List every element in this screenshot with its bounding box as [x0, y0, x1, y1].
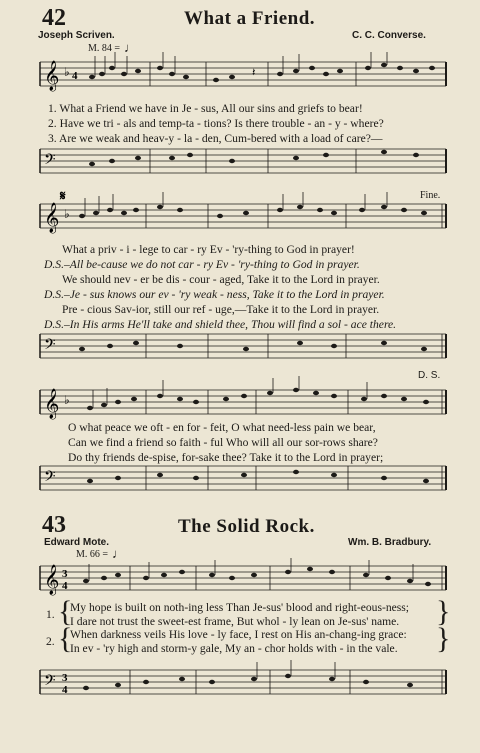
music-staff-bass	[0, 330, 480, 366]
svg-text:𝄞: 𝄞	[44, 565, 60, 595]
verse-line: D.S.–All be-cause we do not car - ry Ev - 'ry-thing to God in prayer.	[44, 258, 360, 271]
verse-line: Pre - cious Sav-ior, still our ref - uge,—Take it to the Lord in prayer.	[62, 303, 380, 316]
metronome-mark: M. 66 =	[76, 549, 109, 560]
brace-icon: {	[58, 622, 73, 655]
verse-line: In ev - 'ry high and storm-y gale, My an - chor holds with - in the vale.	[70, 642, 398, 655]
music-staff-treble	[0, 376, 480, 420]
music-staff-treble	[0, 188, 480, 238]
verse-number: 2.	[46, 635, 55, 648]
svg-text:𝄢: 𝄢	[44, 672, 56, 692]
verse-line: We should nev - er be dis - cour - aged, Take it to the Lord in prayer.	[62, 273, 380, 286]
verse-line: 1. What a Friend we have in Je - sus, All our sins and griefs to bear!	[48, 102, 363, 115]
brace-icon: }	[436, 622, 451, 655]
hymn-number: 43	[42, 512, 66, 538]
svg-text:3: 3	[62, 672, 68, 684]
svg-text:4: 4	[72, 70, 78, 82]
music-staff-bass	[0, 143, 480, 185]
hymn-title: The Solid Rock.	[178, 516, 315, 537]
verse-line: Can we find a friend so faith - ful Who will all our sor-rows share?	[68, 436, 378, 449]
svg-text:𝄽: 𝄽	[252, 67, 256, 79]
verse-line: When darkness veils His love - ly face, I rest on His an-chang-ing grace:	[70, 628, 407, 641]
svg-text:4: 4	[62, 684, 68, 696]
svg-text:𝄞: 𝄞	[44, 389, 60, 419]
verse-line: O what peace we oft - en for - feit, O what need-less pain we bear,	[68, 421, 376, 434]
svg-text:4: 4	[62, 580, 68, 592]
verse-line: 3. Are we weak and heav-y - la - den, Cum-bered with a load of care?—	[48, 132, 383, 145]
quarter-note-icon: ♩	[112, 546, 125, 561]
svg-text:𝄞: 𝄞	[44, 61, 60, 91]
verse-line: 2. Have we tri - als and temp-ta - tions? Is there trouble - an - y - where?	[48, 117, 384, 130]
verse-line: Do thy friends de-spise, for-sake thee? Take it to the Lord in prayer;	[68, 451, 384, 464]
svg-text:♭: ♭	[64, 207, 70, 221]
brace-icon: {	[58, 595, 73, 628]
verse-line: D.S.–Je - sus knows our ev - 'ry weak - ness, Take it to the Lord in prayer.	[44, 288, 385, 301]
verse-line: D.S.–In His arms He'll take and shield thee, Thou will find a sol - ace there.	[44, 318, 397, 331]
verse-line: My hope is built on noth-ing less Than Je-sus' blood and right-eous-ness;	[70, 601, 410, 614]
quarter-note-icon: ♩	[124, 40, 137, 55]
brace-icon: }	[436, 595, 451, 628]
svg-text:♭: ♭	[64, 393, 70, 407]
composer-credit: Wm. B. Bradbury.	[348, 537, 432, 548]
music-staff-treble	[0, 52, 480, 102]
fine-marker: Fine.	[420, 190, 441, 201]
composer-credit: C. C. Converse.	[352, 30, 426, 41]
verse-line: What a priv - i - lege to car - ry Ev - 'ry-thing to God in prayer!	[62, 243, 355, 256]
verse-line: I dare not trust the sweet-est frame, But whol - ly lean on Je-sus' name.	[70, 615, 400, 628]
lyricist-credit: Joseph Scriven.	[38, 30, 115, 41]
svg-text:𝄢: 𝄢	[44, 468, 56, 488]
verse-number: 1.	[46, 608, 55, 621]
svg-text:𝄞: 𝄞	[44, 203, 60, 233]
ds-marker: D. S.	[418, 370, 441, 381]
svg-text:𝄋: 𝄋	[60, 188, 66, 203]
music-staff-bass	[0, 660, 480, 704]
music-staff-bass	[0, 462, 480, 498]
metronome-mark: M. 84 =	[88, 43, 121, 54]
svg-text:𝄢: 𝄢	[44, 336, 56, 356]
hymn-title: What a Friend.	[184, 8, 316, 29]
hymn-number: 42	[42, 5, 66, 31]
svg-text:3: 3	[62, 568, 68, 580]
lyricist-credit: Edward Mote.	[44, 537, 110, 548]
svg-text:𝄢: 𝄢	[44, 151, 56, 171]
svg-text:♭: ♭	[64, 65, 70, 79]
